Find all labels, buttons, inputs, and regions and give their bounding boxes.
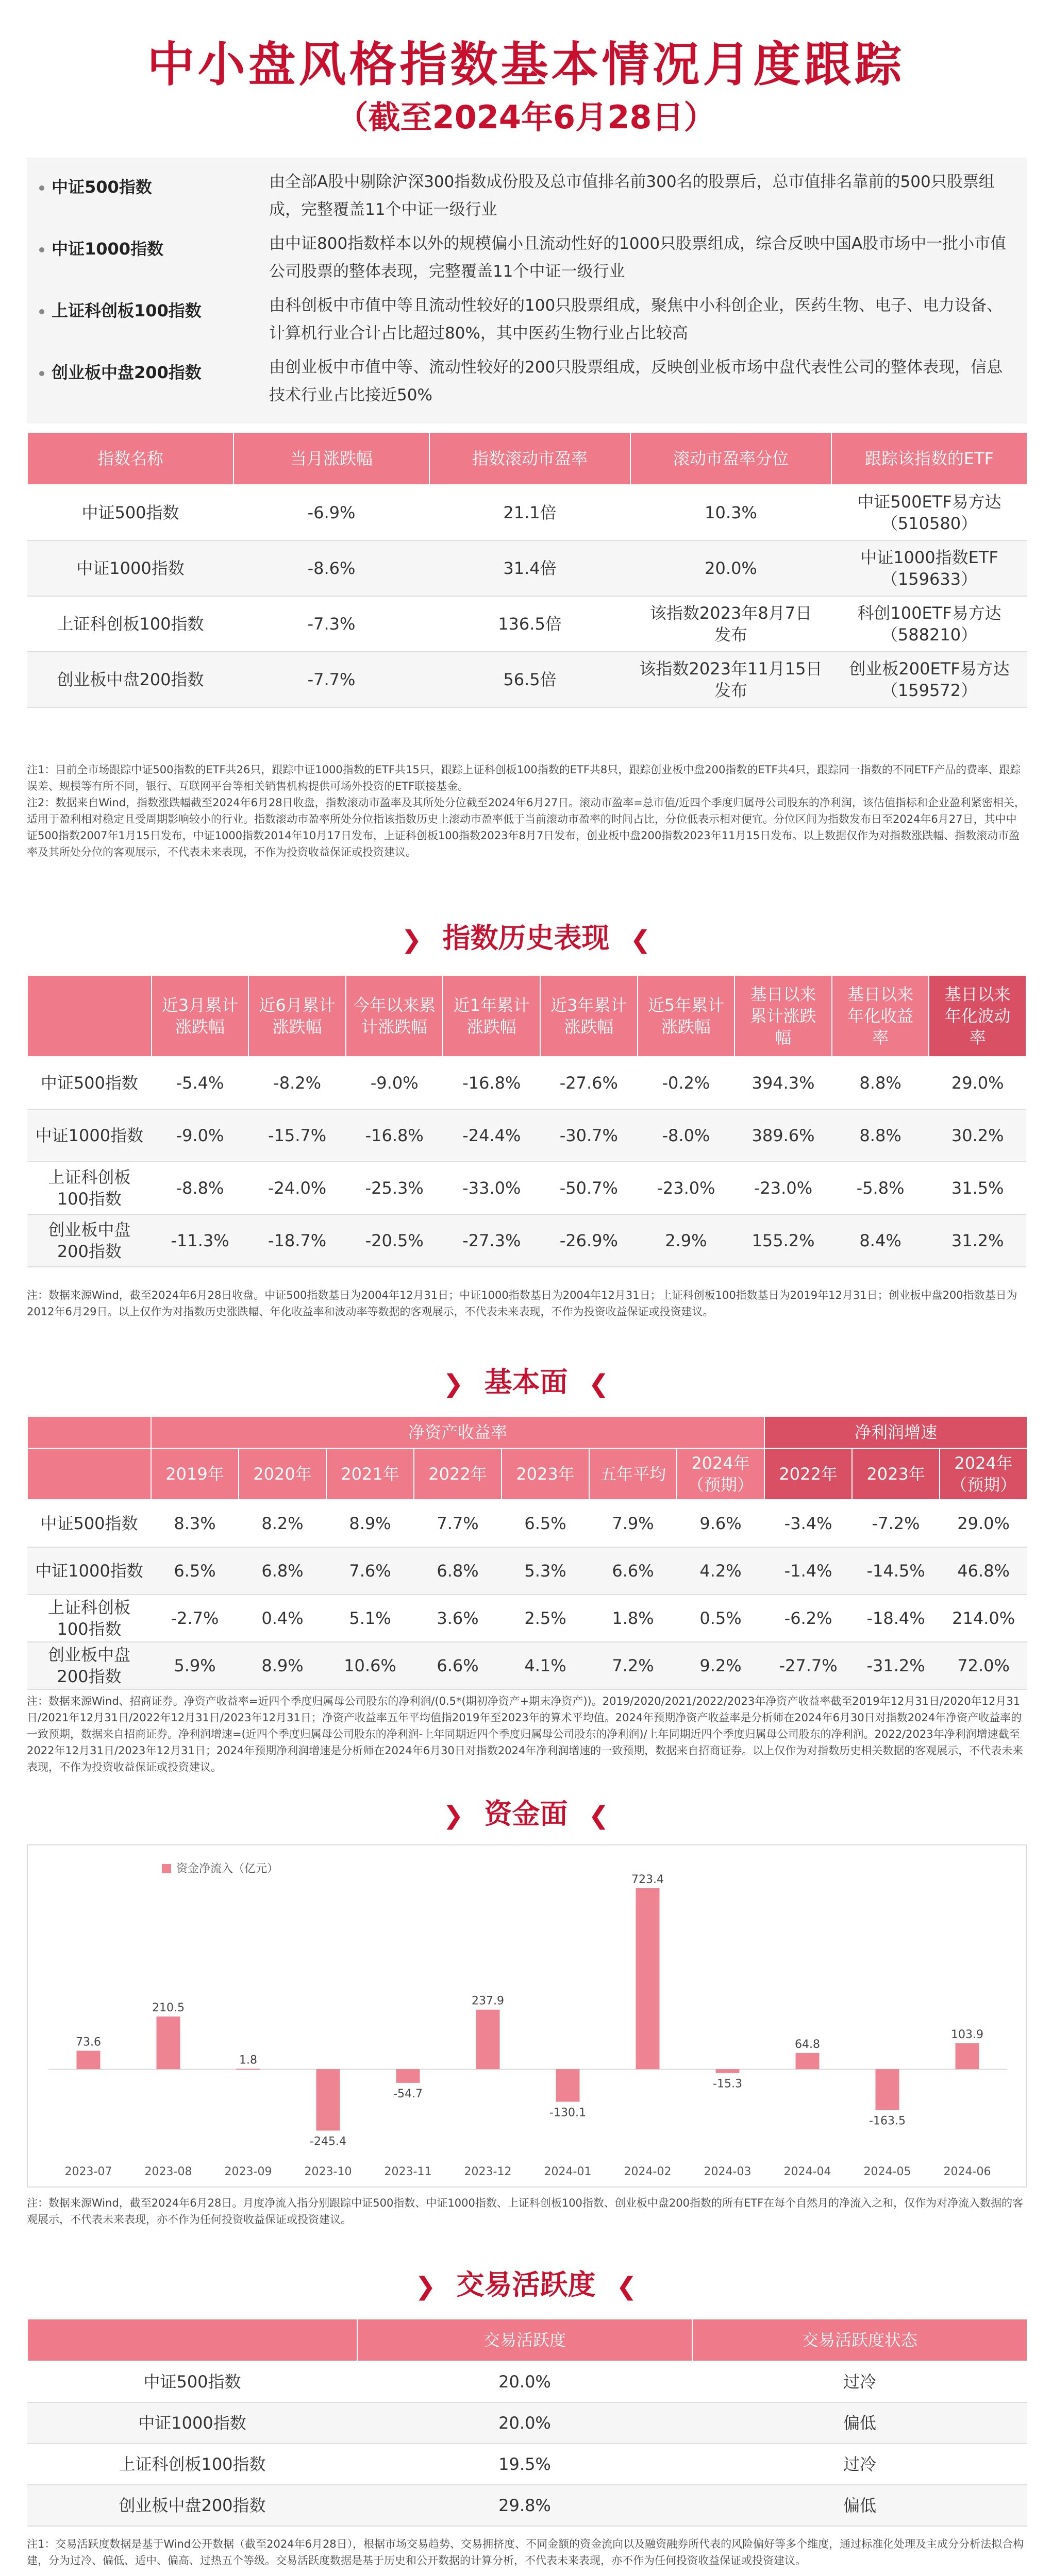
table-cell: -18.7% xyxy=(248,1214,346,1267)
header-index-name: 指数名称 xyxy=(27,432,233,485)
data-label: 210.5 xyxy=(152,2002,185,2015)
table-row xyxy=(27,1500,1027,1547)
table-cell: -23.0% xyxy=(734,1162,832,1214)
data-label: 1.8 xyxy=(239,2054,257,2067)
table-cell: 21.1倍 xyxy=(429,485,630,540)
table-cell: 中证500指数 xyxy=(27,1500,151,1547)
table-header: 2023年 xyxy=(852,1448,940,1500)
table-cell: 中证1000指数 xyxy=(27,2402,357,2444)
chevron-right-icon: ❯ xyxy=(443,1369,464,1399)
section-title-fundamentals: ❯ 基本面 ❮ xyxy=(443,1366,609,1399)
table-cell: -1.4% xyxy=(764,1547,852,1595)
data-label: -245.4 xyxy=(310,2135,346,2148)
table-cell: -2.7% xyxy=(151,1595,239,1642)
x-tick-label: 2023-08 xyxy=(144,2165,192,2178)
table-cell: 72.0% xyxy=(940,1642,1027,1689)
table-header: 2023年 xyxy=(502,1448,589,1500)
data-label: -163.5 xyxy=(869,2114,906,2128)
summary-note: 注1：目前全市场跟踪中证500指数的ETF共26只，跟踪中证1000指数的ETF共15只，跟踪上证科创板100指数的ETF共8只，跟踪创业板中盘200指数的ETF共4只，跟踪同一指数的不同ETF产品的费率、跟踪误差、规模等有所不同，银行、互联网平台等相关销售机构提供可场外投资的ETF联接基金。 注2：数据来自Wind，指数涨跌幅截至2024年6月28日收盘，指数滚动市盈率及其所处分位截至2024年6月27日。滚动市盈率=总市值/近四个季度归属母公司股东的净利润，该估值指标和企业盈利紧密相关，适用于盈利相对稳定且受周期影响较小的行业。指数滚动市盈率所处分位指该指数历史上滚动市盈率低于当前滚动市盈率的时间占比，分位低表示相对便宜。分位区间为指数发布日至2024年6月27日，其中中证500指数2007年1月15日发布，中证1000指数2014年10月17日发布，上证科创板100指数2023年8月7日发布，创业板中盘200指数2023年11月15日发布。以上数据仅作为对指数涨跌幅、指数滚动市盈率及其所处分位的客观展示，不代表未来表现，不作为投资收益保证或投资建议。 xyxy=(27,764,1025,858)
table-cell: 中证500ETF易方达 （510580） xyxy=(831,485,1027,540)
table-header xyxy=(27,975,152,1057)
table-cell: 31.4倍 xyxy=(429,540,630,596)
table-cell: -9.0% xyxy=(152,1109,249,1162)
x-tick-label: 2024-05 xyxy=(863,2165,911,2178)
table-row xyxy=(27,2444,1027,2485)
table-cell: 7.9% xyxy=(589,1500,677,1547)
x-tick-label: 2024-01 xyxy=(544,2165,592,2178)
data-label: -15.3 xyxy=(713,2077,742,2091)
bar xyxy=(77,2051,101,2070)
table-row xyxy=(27,652,1027,707)
table-header: 近3年累计 涨跌幅 xyxy=(540,975,638,1057)
table-cell: 6.6% xyxy=(589,1547,677,1595)
intro-name: 中证500指数 xyxy=(39,174,152,198)
bar xyxy=(476,2010,500,2070)
table-cell: -6.2% xyxy=(764,1595,852,1642)
table-header: 今年以来累 计涨跌幅 xyxy=(346,975,443,1057)
table-cell: 创业板中盘200指数 xyxy=(27,652,233,707)
header-activity-status: 交易活跃度状态 xyxy=(692,2319,1027,2361)
table-cell: 9.2% xyxy=(677,1642,764,1689)
table-cell: 8.8% xyxy=(832,1109,929,1162)
table-row xyxy=(27,1547,1027,1595)
header-etf: 跟踪该指数的ETF xyxy=(831,432,1027,485)
table-cell: 31.5% xyxy=(929,1162,1026,1214)
table-cell: -20.5% xyxy=(346,1214,443,1267)
table-cell: 155.2% xyxy=(734,1214,832,1267)
table-cell: 46.8% xyxy=(940,1547,1027,1595)
table-cell: -5.8% xyxy=(832,1162,929,1214)
fund-flow-chart xyxy=(28,1845,1026,2187)
table-header: 近1年累计 涨跌幅 xyxy=(443,975,540,1057)
bar xyxy=(396,2069,420,2083)
table-header: 基日以来 累计涨跌 幅 xyxy=(734,975,832,1057)
table-cell: 中证500指数 xyxy=(27,1057,152,1109)
bullet-icon xyxy=(39,371,44,376)
chevron-right-icon: ❯ xyxy=(401,925,422,955)
table-cell: 31.2% xyxy=(929,1214,1026,1267)
table-cell: 该指数2023年8月7日 发布 xyxy=(630,596,831,652)
table-cell: 创业板200ETF易方达 （159572） xyxy=(831,652,1027,707)
table-header xyxy=(27,1448,151,1500)
table-header: 2024年 （预期） xyxy=(940,1448,1027,1500)
table-cell: 6.8% xyxy=(414,1547,502,1595)
table-cell: -27.3% xyxy=(443,1214,540,1267)
header-pe-percentile: 滚动市盈率分位 xyxy=(630,432,831,485)
table-cell: 10.3% xyxy=(630,485,831,540)
header-profit-growth-group: 净利润增速 xyxy=(764,1416,1027,1448)
table-cell: -15.7% xyxy=(248,1109,346,1162)
table-header: 基日以来 年化波动 率 xyxy=(929,975,1026,1057)
header-activity: 交易活跃度 xyxy=(357,2319,692,2361)
intro-desc: 由中证800指数样本以外的规模偏小且流动性好的1000只股票组成，综合反映中国A股市场中一批小市值公司股票的整体表现，完整覆盖11个中证一级行业 xyxy=(269,234,1007,281)
table-cell: 20.0% xyxy=(357,2361,692,2402)
table-cell: 7.2% xyxy=(589,1642,677,1689)
table-header: 近5年累计 涨跌幅 xyxy=(638,975,735,1057)
table-cell: 科创100ETF易方达 （588210） xyxy=(831,596,1027,652)
table-row xyxy=(27,596,1027,652)
bar xyxy=(316,2069,340,2130)
table-cell: -24.0% xyxy=(248,1162,346,1214)
table-cell: -3.4% xyxy=(764,1500,852,1547)
bar xyxy=(237,2069,260,2070)
header-pe: 指数滚动市盈率 xyxy=(429,432,630,485)
header-roe-group: 净资产收益率 xyxy=(151,1416,764,1448)
history-note: 注：数据来源Wind，截至2024年6月28日收盘。中证500指数基日为2004年12月31日；中证1000指数基日为2004年12月31日；上证科创板100指数基日为2019年12月31日；创业板中盘200指数基日为2012年6月29日。以上仅作为对指数历史涨跌幅、年化收益率和波动率等数据的客观展示，不代表未来表现，不作为投资收益保证或投资建议。 xyxy=(27,1289,1017,1318)
table-cell: 该指数2023年11月15日 发布 xyxy=(630,652,831,707)
table-cell: 中证1000指数 xyxy=(27,1109,152,1162)
table-header: 近3月累计 涨跌幅 xyxy=(152,975,249,1057)
table-cell: 上证科创板100指数 xyxy=(27,596,233,652)
table-row xyxy=(27,2402,1027,2444)
table-cell: 8.9% xyxy=(326,1500,414,1547)
table-header: 2022年 xyxy=(414,1448,502,1500)
table-cell: -14.5% xyxy=(852,1547,940,1595)
table-cell: -8.6% xyxy=(233,540,429,596)
page-subtitle: （截至2024年6月28日） xyxy=(336,98,716,136)
table-cell: 4.2% xyxy=(677,1547,764,1595)
x-tick-label: 2023-12 xyxy=(464,2165,512,2178)
x-tick-label: 2024-06 xyxy=(943,2165,991,2178)
header-monthly-change: 当月涨跌幅 xyxy=(233,432,429,485)
table-cell: -7.7% xyxy=(233,652,429,707)
x-tick-label: 2023-10 xyxy=(304,2165,352,2178)
bullet-icon xyxy=(39,247,44,252)
table-cell: 7.7% xyxy=(414,1500,502,1547)
activity-table xyxy=(27,2318,1028,2527)
table-cell: 创业板中盘 200指数 xyxy=(27,1642,151,1689)
table-cell: 0.5% xyxy=(677,1595,764,1642)
table-row xyxy=(27,485,1027,540)
table-cell: 中证1000指数 xyxy=(27,540,233,596)
table-cell: 5.1% xyxy=(326,1595,414,1642)
section-title-history: ❯ 指数历史表现 ❮ xyxy=(401,922,651,955)
table-cell: -23.0% xyxy=(638,1162,735,1214)
bullet-icon xyxy=(39,309,44,314)
x-tick-label: 2024-03 xyxy=(704,2165,752,2178)
table-header: 2019年 xyxy=(151,1448,239,1500)
bullet-icon xyxy=(39,185,44,191)
table-cell: 创业板中盘200指数 xyxy=(27,2485,357,2526)
legend-swatch xyxy=(162,1864,171,1873)
chevron-left-icon: ❮ xyxy=(588,1369,609,1399)
table-cell: 4.1% xyxy=(502,1642,589,1689)
table-cell: 8.4% xyxy=(832,1214,929,1267)
table-header: 基日以来 年化收益 率 xyxy=(832,975,929,1057)
activity-note: 注1：交易活跃度数据是基于Wind公开数据（截至2024年6月28日），根据市场交易趋势、交易拥挤度、不同金额的资金流向以及融资融券所代表的风险偏好等多个维度，通过标准化处理及主成分分析法拟合构建，分为过冷、偏低、适中、偏高、过热五个等级。交易活跃度数据是基于历史和公开数据的计算分析，不代表未来表现，亦不作为任何投资收益保证或投资建议。 xyxy=(27,2538,1024,2567)
table-cell: -18.4% xyxy=(852,1595,940,1642)
bar xyxy=(796,2053,820,2069)
header-blank xyxy=(27,1416,151,1448)
table-cell: 6.5% xyxy=(502,1500,589,1547)
table-cell: -11.3% xyxy=(152,1214,249,1267)
table-header: 近6月累计 涨跌幅 xyxy=(248,975,346,1057)
intro-name: 中证1000指数 xyxy=(39,236,163,260)
table-cell: -7.2% xyxy=(852,1500,940,1547)
table-cell: 214.0% xyxy=(940,1595,1027,1642)
table-row xyxy=(27,1595,1027,1642)
intro-desc: 由科创板中市值中等且流动性较好的100只股票组成，聚焦中小科创企业，医药生物、电子、电力设备、计算机行业合计占比超过80%，其中医药生物行业占比较高 xyxy=(269,296,1003,343)
table-cell: 29.8% xyxy=(357,2485,692,2526)
table-cell: -8.0% xyxy=(638,1109,735,1162)
table-row xyxy=(27,540,1027,596)
x-tick-label: 2023-11 xyxy=(384,2165,432,2178)
table-cell: -30.7% xyxy=(540,1109,638,1162)
section-title-fund-flow: ❯ 资金面 ❮ xyxy=(443,1798,609,1831)
table-cell: -27.6% xyxy=(540,1057,638,1109)
table-cell: 8.3% xyxy=(151,1500,239,1547)
table-row xyxy=(27,1057,1026,1109)
table-row xyxy=(27,1162,1026,1214)
table-cell: 上证科创板 100指数 xyxy=(27,1162,152,1214)
legend-label: 资金净流入（亿元） xyxy=(176,1862,279,1875)
bar xyxy=(716,2069,740,2073)
x-tick-label: 2024-04 xyxy=(783,2165,831,2178)
history-table xyxy=(27,975,1027,1267)
table-cell: -6.9% xyxy=(233,485,429,540)
table-cell: -31.2% xyxy=(852,1642,940,1689)
table-cell: 6.8% xyxy=(239,1547,326,1595)
table-cell: -7.3% xyxy=(233,596,429,652)
table-cell: 中证1000指数ETF （159633） xyxy=(831,540,1027,596)
table-header: 2021年 xyxy=(326,1448,414,1500)
table-cell: 30.2% xyxy=(929,1109,1026,1162)
intro-desc: 由全部A股中剔除沪深300指数成份股及总市值排名前300名的股票后，总市值排名靠前的500只股票组成，完整覆盖11个中证一级行业 xyxy=(269,173,995,219)
table-cell: 偏低 xyxy=(692,2402,1027,2444)
table-cell: 3.6% xyxy=(414,1595,502,1642)
table-cell: 6.6% xyxy=(414,1642,502,1689)
index-intro-panel xyxy=(27,158,1027,423)
table-header: 2024年 （预期） xyxy=(677,1448,764,1500)
table-cell: 过冷 xyxy=(692,2444,1027,2485)
table-cell: 2.9% xyxy=(638,1214,735,1267)
fund-flow-chart-frame xyxy=(27,1844,1027,2188)
table-cell: 8.9% xyxy=(239,1642,326,1689)
chevron-right-icon: ❯ xyxy=(415,2272,436,2301)
bar xyxy=(157,2016,180,2069)
fund-flow-note: 注：数据来源Wind，截至2024年6月28日。月度净流入指分别跟踪中证500指数、中证1000指数、上证科创板100指数、创业板中盘200指数的所有ETF在每个自然月的净流入之和，仅作为对净流入数据的客观展示，不代表未来表现，亦不作为任何投资收益保证或投资建议。 xyxy=(27,2197,1024,2226)
table-cell: -24.4% xyxy=(443,1109,540,1162)
intro-desc: 由创业板中市值中等、流动性较好的200只股票组成，反映创业板市场中盘代表性公司的整体表现，信息技术行业占比接近50% xyxy=(269,358,1003,404)
table-cell: 1.8% xyxy=(589,1595,677,1642)
page-title: 中小盘风格指数基本情况月度跟踪 xyxy=(147,37,905,92)
table-cell: 创业板中盘 200指数 xyxy=(27,1214,152,1267)
table-cell: 7.6% xyxy=(326,1547,414,1595)
table-cell: -0.2% xyxy=(638,1057,735,1109)
table-cell: 389.6% xyxy=(734,1109,832,1162)
table-cell: -50.7% xyxy=(540,1162,638,1214)
intro-name: 创业板中盘200指数 xyxy=(39,360,202,383)
table-row xyxy=(27,1214,1026,1267)
table-cell: 中证500指数 xyxy=(27,485,233,540)
table-cell: 上证科创板100指数 xyxy=(27,2444,357,2485)
section-title-activity: ❯ 交易活跃度 ❮ xyxy=(415,2268,637,2301)
table-cell: 10.6% xyxy=(326,1642,414,1689)
table-row xyxy=(27,1642,1027,1689)
summary-table xyxy=(27,432,1028,708)
chevron-left-icon: ❮ xyxy=(588,1801,609,1831)
chevron-left-icon: ❮ xyxy=(616,2272,637,2301)
table-cell: -27.7% xyxy=(764,1642,852,1689)
table-cell: -33.0% xyxy=(443,1162,540,1214)
table-cell: -26.9% xyxy=(540,1214,638,1267)
x-tick-label: 2023-07 xyxy=(64,2165,112,2178)
bar xyxy=(556,2069,580,2102)
intro-name: 上证科创板100指数 xyxy=(39,298,202,321)
table-cell: -9.0% xyxy=(346,1057,443,1109)
table-cell: 过冷 xyxy=(692,2361,1027,2402)
table-cell: 偏低 xyxy=(692,2485,1027,2526)
data-label: 64.8 xyxy=(795,2038,820,2051)
data-label: 103.9 xyxy=(951,2028,983,2041)
table-cell: 上证科创板 100指数 xyxy=(27,1595,151,1642)
table-cell: -8.8% xyxy=(152,1162,249,1214)
table-cell: 9.6% xyxy=(677,1500,764,1547)
table-cell: 8.2% xyxy=(239,1500,326,1547)
table-cell: 136.5倍 xyxy=(429,596,630,652)
table-row xyxy=(27,2485,1027,2526)
table-cell: -16.8% xyxy=(346,1109,443,1162)
table-cell: 29.0% xyxy=(940,1500,1027,1547)
table-cell: 6.5% xyxy=(151,1547,239,1595)
x-tick-label: 2023-09 xyxy=(224,2165,272,2178)
table-header: 2022年 xyxy=(764,1448,852,1500)
table-cell: 394.3% xyxy=(734,1057,832,1109)
table-cell: 5.9% xyxy=(151,1642,239,1689)
data-label: -54.7 xyxy=(393,2087,423,2100)
table-cell: -16.8% xyxy=(443,1057,540,1109)
table-cell: 中证500指数 xyxy=(27,2361,357,2402)
chevron-left-icon: ❮ xyxy=(630,925,651,955)
chevron-right-icon: ❯ xyxy=(443,1801,464,1831)
data-label: 73.6 xyxy=(76,2036,101,2049)
table-cell: 29.0% xyxy=(929,1057,1026,1109)
table-cell: -25.3% xyxy=(346,1162,443,1214)
data-label: 723.4 xyxy=(631,1873,664,1886)
table-header: 2020年 xyxy=(239,1448,326,1500)
table-cell: 5.3% xyxy=(502,1547,589,1595)
data-label: 237.9 xyxy=(472,1994,504,2008)
table-cell: 56.5倍 xyxy=(429,652,630,707)
table-cell: 20.0% xyxy=(357,2402,692,2444)
table-cell: 中证1000指数 xyxy=(27,1547,151,1595)
table-row xyxy=(27,2361,1027,2402)
data-label: -130.1 xyxy=(549,2106,586,2120)
table-cell: 20.0% xyxy=(630,540,831,596)
table-header: 五年平均 xyxy=(589,1448,677,1500)
fundamentals-table xyxy=(27,1416,1028,1690)
bar xyxy=(876,2069,899,2110)
fundamentals-note: 注：数据来源Wind、招商证券。净资产收益率=近四个季度归属母公司股东的净利润/(0.5*(期初净资产+期末净资产))。2019/2020/2021/2022/2023年净资产收益率截至2019年12月31日/2020年12月31日/2021年12月31日/2022年12月31日/2023年12月31日；净资产收益率五年平均值指2019年至2023年的算术平均值。2024年预期净资产收益率是分析师在2024年6月30日对指数2024年净资产收益率的一致预期，数据来自招商证券。净利润增速=(近四个季度归属母公司股东的净利润-上年同期近四个季度归属母公司股东的净利润)/上年同期近四个季度归属母公司股东的净利润。2022/2023年净利润增速截至2022年12月31日/2023年12月31日；2024年预期净利润增速是分析师在2024年6月30日对指数2024年净利润增速的一致预期，数据来自招商证券。以上仅作为对指数历史相关数据的客观展示，不代表未来表现，不作为投资收益保证或投资建议。 xyxy=(27,1695,1024,1773)
table-cell: 19.5% xyxy=(357,2444,692,2485)
x-tick-label: 2024-02 xyxy=(624,2165,672,2178)
header-blank xyxy=(27,2319,357,2361)
table-cell: 8.8% xyxy=(832,1057,929,1109)
table-cell: -5.4% xyxy=(152,1057,249,1109)
bar xyxy=(636,1888,660,2069)
table-cell: 2.5% xyxy=(502,1595,589,1642)
table-row xyxy=(27,1109,1026,1162)
table-cell: -8.2% xyxy=(248,1057,346,1109)
table-cell: 0.4% xyxy=(239,1595,326,1642)
bar xyxy=(956,2043,979,2069)
